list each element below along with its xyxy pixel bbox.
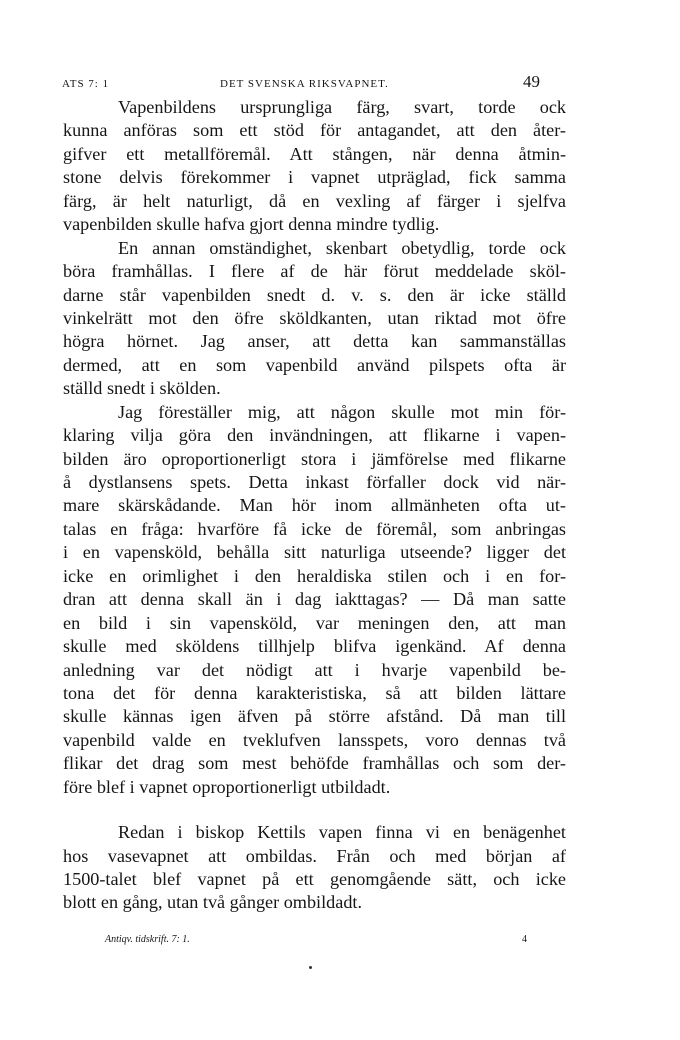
text-line: anledning var det nödigt att i hvarje vapenbild be- [63, 659, 566, 680]
text-line: Jag föreställer mig, att någon skulle mot min för- [118, 401, 566, 422]
text-line: färg, är helt naturligt, då en vexling af färger i sjelfva [63, 190, 566, 211]
text-line: dran att denna skall än i dag iakttagas? — Då man satte [63, 589, 566, 610]
paragraph [63, 237, 566, 401]
text-line: klaring vilja göra den invändningen, att flikarne i vapen- [63, 425, 566, 446]
section-gap [63, 799, 566, 821]
text-line: Redan i biskop Kettils vapen finna vi en benägenhet [118, 822, 566, 843]
text-line: böra framhållas. I flere af de här förut meddelade sköl- [63, 261, 566, 282]
signature-line [105, 934, 527, 950]
text-line: blott en gång, utan två gånger ombildadt. [63, 892, 363, 913]
text-line: 1500-talet blef vapnet på ett genomgående sätt, och icke [63, 869, 566, 889]
text-line: skulle kännas igen äfven på större afstånd. Då man till [63, 706, 566, 727]
text-line: vapenbild valde en tveklufven lansspets, voro dennas två [63, 729, 566, 750]
text-line: stone delvis förekommer i vapnet utpräglad, fick samma [63, 167, 566, 188]
text-line: i en vapensköld, behålla sitt naturliga utseende? ligger det [63, 542, 566, 563]
text-line: kunna anföras som ett stöd för antagandet, att den åter- [63, 120, 566, 141]
text-line: dermed, att en som vapenbild använd pilspets ofta är [63, 354, 566, 375]
text-line: talas en fråga: hvarföre få icke de föremål, som anbringas [63, 518, 566, 539]
text-line: tona det för denna karakteristiska, så att bilden lättare [63, 682, 566, 703]
text-line: vapenbilden skulle hafva gjort denna mindre tydlig. [63, 214, 440, 235]
sheet-number: 4 [522, 934, 527, 945]
text-line: flikar det drag som mest behöfde framhållas och som der- [63, 753, 566, 774]
text-line: mare skärskådande. Man hör inom allmänheten ofta ut- [63, 495, 566, 516]
text-line: En annan omständighet, skenbart obetydlig, torde ock [118, 237, 566, 258]
text-line: en bild i sin vapensköld, var meningen den, att man [63, 612, 566, 633]
text-line: skulle med sköldens tillhjelp blifva igenkänd. Af denna [63, 636, 566, 657]
journal-signature: Antiqv. tidskrift. 7: 1. [105, 934, 190, 945]
ink-speck [309, 966, 312, 969]
text-line: darne står vapenbilden snedt d. v. s. den är icke ställd [63, 284, 566, 305]
text-line: högra hörnet. Jag anser, att detta kan sammanställas [63, 331, 566, 352]
page-number: 49 [523, 72, 540, 91]
text-line: före blef i vapnet oproportionerligt utbildadt. [63, 776, 391, 797]
text-line: icke en orimlighet i den heraldiska stilen och i en for- [63, 565, 566, 586]
paragraph [63, 821, 566, 915]
body-text [63, 96, 566, 915]
text-line: hos vasevapnet att ombildas. Från och med början af [63, 845, 566, 866]
text-line: å dystlansens spets. Detta inkast förfaller dock vid när- [63, 472, 566, 492]
text-line: Vapenbildens ursprungliga färg, svart, torde ock [118, 97, 566, 117]
text-line: ställd snedt i skölden. [63, 378, 221, 399]
paragraph [63, 401, 566, 799]
running-title: DET SVENSKA RIKSVAPNET. [220, 78, 389, 90]
paragraph [63, 96, 566, 237]
text-line: gifver ett metallföremål. Att stången, när denna åtmin- [63, 143, 566, 164]
text-line: vinkelrätt mot den öfre sköldkanten, utan riktad mot öfre [63, 307, 566, 328]
series-mark: ATS 7: 1 [62, 78, 110, 90]
text-line: bilden äro oproportionerligt stora i jämförelse med flikarne [63, 448, 566, 469]
running-head [62, 72, 540, 94]
